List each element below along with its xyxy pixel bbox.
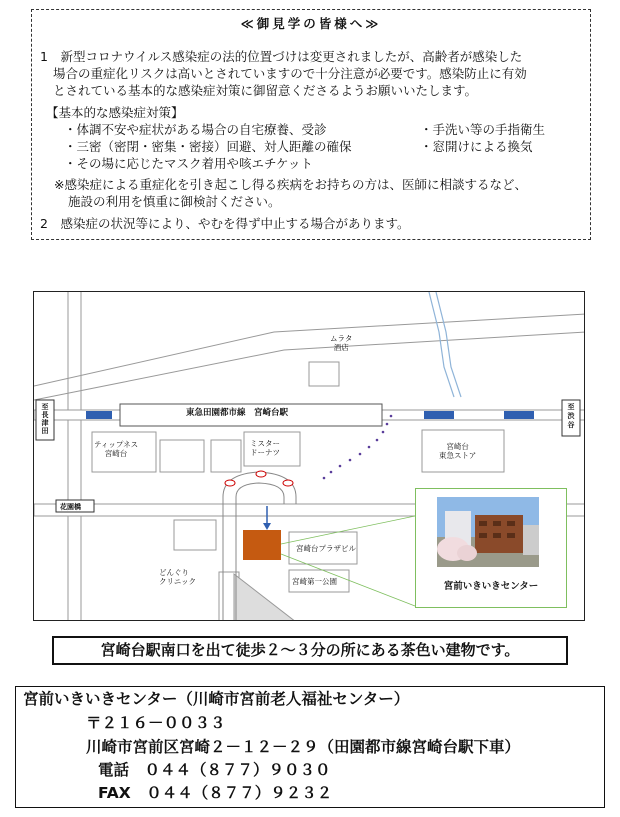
- address-box: [15, 686, 605, 808]
- sign-nagatsuta-label: 至 長 津 田: [41, 403, 49, 435]
- tel-number: ０４４（８７７）９０３０: [144, 761, 331, 779]
- measure-item: ・窓開けによる換気: [420, 139, 533, 154]
- measure-item: ・三密（密閉・密集・密接）回避、対人距離の確保: [64, 139, 352, 154]
- notice-paragraph-1-line-3: とされている基本的な感染症対策に御留意くださるようお願いいたします。: [53, 83, 478, 98]
- facility-full-name: 宮前いきいきセンター（川崎市宮前老人福祉センター）: [23, 690, 410, 708]
- measures-heading: 【基本的な感染症対策】: [46, 105, 184, 120]
- railway-segment: [504, 411, 534, 419]
- tel-line: [98, 758, 331, 782]
- facility-callout: [415, 488, 567, 608]
- notice-paragraph-2: 2 感染症の状況等により、やむを得ず中止する場合があります。: [40, 216, 410, 231]
- fax-label: FAX: [98, 784, 131, 802]
- measure-item: ・体調不安や症状がある場合の自宅療養、受診: [64, 122, 327, 137]
- measure-item: ・手洗い等の手指衛生: [420, 122, 546, 137]
- facility-building: [243, 530, 281, 560]
- fax-line: [98, 781, 332, 805]
- postal-code: 〒２１６－００３３: [86, 714, 226, 732]
- railway-segment: [424, 411, 454, 419]
- caution-line-1: ※感染症による重症化を引き起こし得る疾病をお持ちの方は、医師に相談するなど、: [54, 177, 527, 192]
- park-label: 宮崎第一公園: [292, 577, 337, 586]
- facility-caption: 宮前いきいきセンター: [443, 581, 539, 592]
- access-map: [33, 291, 585, 621]
- notice-paragraph-1-line-1: 1 新型コロナウイルス感染症の法的位置づけは変更されましたが、高齢者が感染した: [40, 49, 523, 64]
- tel-label: 電話: [98, 761, 130, 779]
- building: [174, 520, 216, 550]
- notice-paragraph-1-line-2: 場合の重症化リスクは高いとされていますので十分注意が必要です。感染防止に有効: [53, 66, 527, 81]
- measure-item: ・その場に応じたマスク着用や咳エチケット: [64, 156, 313, 171]
- facility-photo: [437, 497, 539, 567]
- misdo-label: ミスター ドーナツ: [250, 439, 280, 457]
- station-label: 東急田園都市線 宮崎台駅: [186, 408, 289, 418]
- murata-liquor-building: [309, 362, 339, 386]
- sign-shibuya-label: 至 渋 谷: [567, 403, 575, 429]
- caution-line-2: 施設の利用を慎重に御検討ください。: [68, 194, 281, 209]
- directions-note: 宮崎台駅南口を出て徒歩２～３分の所にある茶色い建物です。: [52, 636, 568, 665]
- railway-segment: [86, 411, 112, 419]
- building: [211, 440, 241, 472]
- fax-number: ０４４（８７７）９２３２: [146, 784, 333, 802]
- murata-liquor-label: ムラタ 酒店: [330, 334, 353, 352]
- plaza-building-label: 宮崎台プラザビル: [296, 544, 356, 553]
- notice-title: ≪御見学の皆様へ≫: [240, 16, 382, 31]
- clinic-label: どんぐり クリニック: [159, 568, 197, 586]
- hatched-area: [234, 574, 296, 621]
- fitness-label: ティップネス 宮崎台: [94, 440, 139, 458]
- building: [160, 440, 204, 472]
- tokyu-store-label: 宮崎台 東急ストア: [439, 442, 477, 460]
- notice-box: [31, 9, 591, 240]
- street-sign-label: 花園橋: [60, 503, 81, 511]
- street-address: 川崎市宮前区宮崎２－１２－２９（田園都市線宮崎台駅下車）: [86, 738, 521, 756]
